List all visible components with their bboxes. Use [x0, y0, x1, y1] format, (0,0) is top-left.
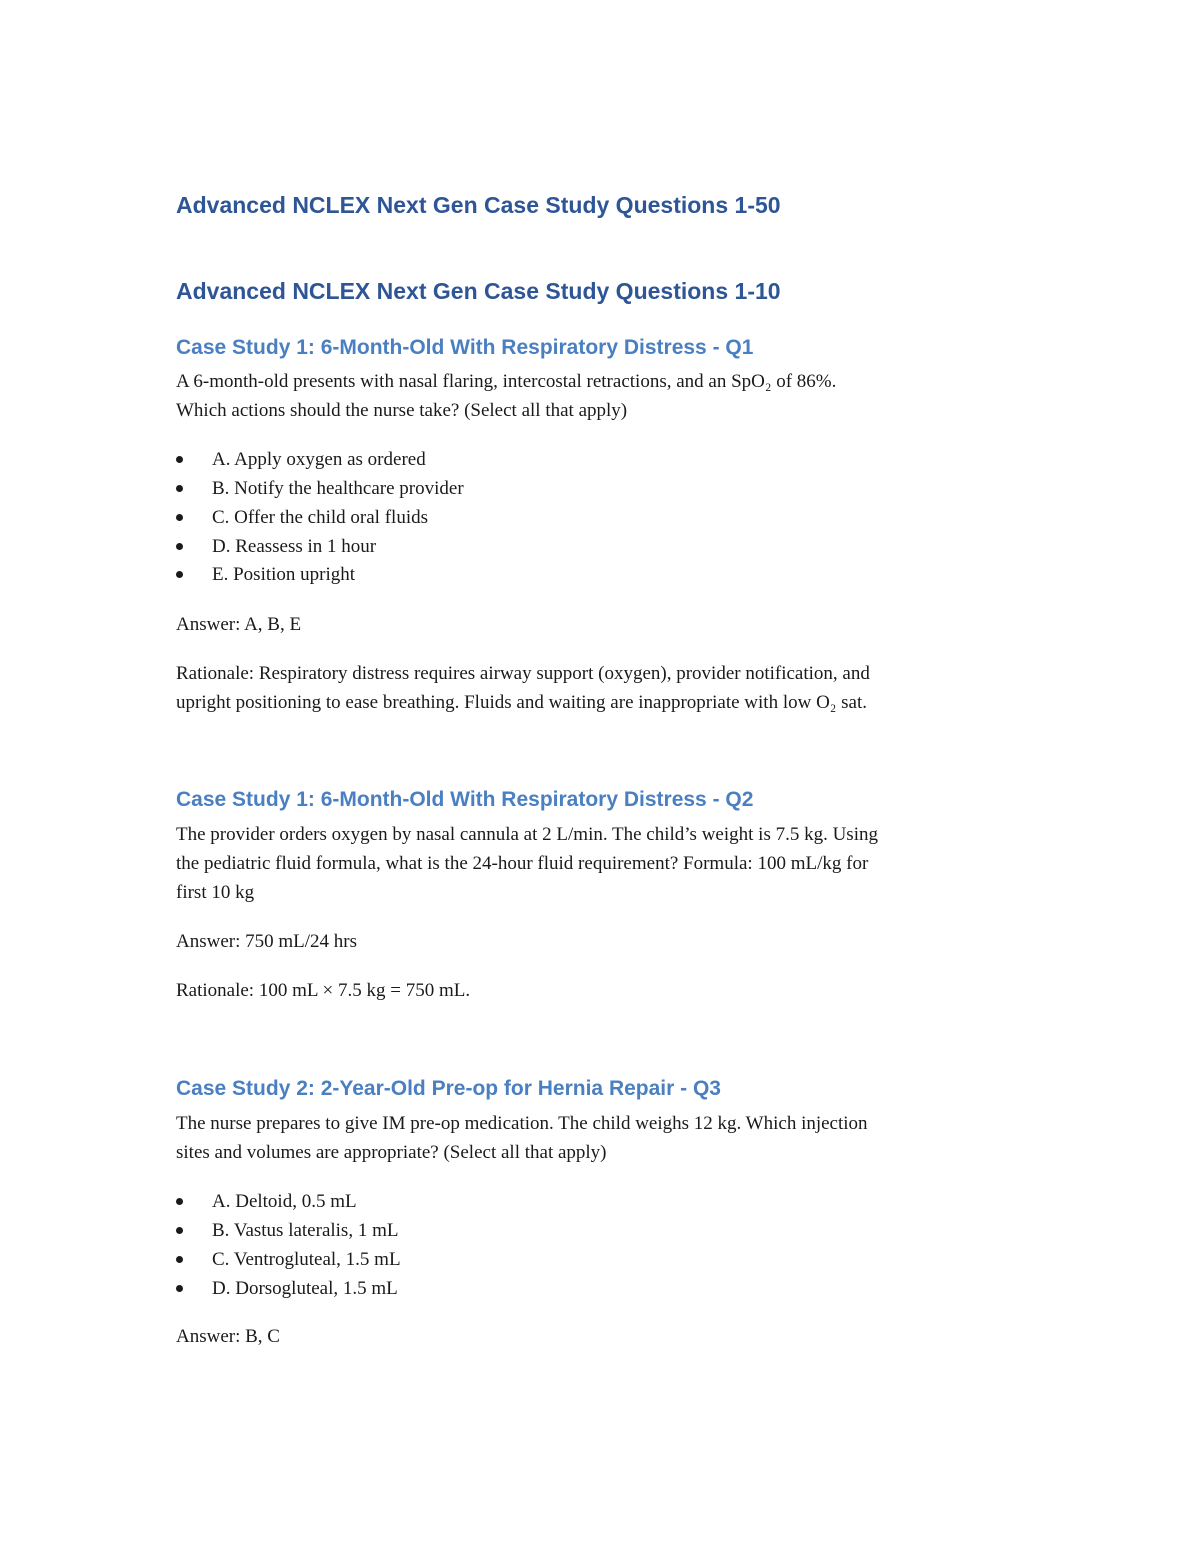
q2-rationale: Rationale: 100 mL × 7.5 kg = 750 mL. [176, 980, 471, 1001]
bullet-icon [176, 514, 183, 521]
q3-stem-line1: The nurse prepares to give IM pre-op medication. The child weighs 12 kg. Which injection [176, 1113, 868, 1134]
option-label: E. Position upright [212, 564, 356, 585]
section-title: Advanced NCLEX Next Gen Case Study Questions 1-10 [176, 278, 781, 304]
bullet-icon [176, 485, 183, 492]
option-label: A. Deltoid, 0.5 mL [212, 1191, 357, 1212]
bullet-icon [176, 456, 183, 463]
bullet-icon [176, 543, 183, 550]
q1-heading: Case Study 1: 6-Month-Old With Respiratory Distress - Q1 [176, 336, 754, 359]
q3-stem-line2: sites and volumes are appropriate? (Select all that apply) [176, 1142, 607, 1163]
option-label: D. Dorsogluteal, 1.5 mL [212, 1278, 398, 1299]
q2-stem-line1: The provider orders oxygen by nasal cannula at 2 L/min. The child’s weight is 7.5 kg. Using [176, 824, 878, 845]
q3-answer: Answer: B, C [176, 1326, 280, 1347]
document-title: Advanced NCLEX Next Gen Case Study Questions 1-50 [176, 192, 781, 218]
q2-answer: Answer: 750 mL/24 hrs [176, 931, 358, 952]
bullet-icon [176, 1227, 183, 1234]
option-label: A. Apply oxygen as ordered [212, 449, 426, 470]
q2-stem-line2: the pediatric fluid formula, what is the 24-hour fluid requirement? Formula: 100 mL/kg for [176, 853, 869, 874]
option-label: D. Reassess in 1 hour [212, 536, 377, 557]
q1-stem-line1: A 6-month-old presents with nasal flaring, intercostal retractions, and an SpO₂ of 86%. [176, 371, 837, 392]
q3-heading: Case Study 2: 2-Year-Old Pre-op for Hernia Repair - Q3 [176, 1077, 721, 1100]
bullet-icon [176, 1256, 183, 1263]
option-label: C. Ventrogluteal, 1.5 mL [212, 1249, 401, 1270]
q2-stem-line3: first 10 kg [176, 882, 255, 903]
q2-heading: Case Study 1: 6-Month-Old With Respiratory Distress - Q2 [176, 788, 754, 811]
option-label: B. Notify the healthcare provider [212, 478, 464, 499]
q1-stem-line2: Which actions should the nurse take? (Select all that apply) [176, 400, 628, 421]
bullet-icon [176, 1198, 183, 1205]
option-label: C. Offer the child oral fluids [212, 507, 428, 528]
bullet-icon [176, 571, 183, 578]
option-label: B. Vastus lateralis, 1 mL [212, 1220, 399, 1241]
q1-rationale-line1: Rationale: Respiratory distress requires airway support (oxygen), provider notification, and [176, 663, 870, 684]
q1-answer: Answer: A, B, E [176, 614, 302, 635]
q1-rationale-line2: upright positioning to ease breathing. Fluids and waiting are inappropriate with low O₂ sat. [176, 692, 868, 713]
bullet-icon [176, 1285, 183, 1292]
